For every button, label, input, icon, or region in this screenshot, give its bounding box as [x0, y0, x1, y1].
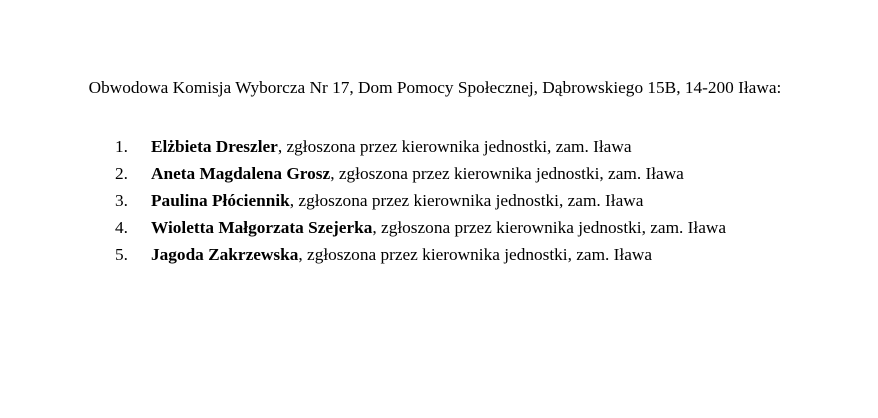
list-item-number: 4.: [115, 218, 128, 237]
member-name: Jagoda Zakrzewska: [151, 245, 299, 264]
member-name: Aneta Magdalena Grosz: [151, 164, 331, 183]
member-details: , zgłoszona przez kierownika jednostki, zam. Iława: [372, 218, 727, 237]
member-name: Elżbieta Dreszler: [151, 137, 278, 156]
list-item: [115, 187, 803, 214]
member-details: , zgłoszona przez kierownika jednostki, zam. Iława: [289, 191, 644, 210]
commission-heading: Obwodowa Komisja Wyborcza Nr 17, Dom Pomocy Społecznej, Dąbrowskiego 15B, 14-200 Iława:: [88, 78, 782, 97]
member-details: , zgłoszona przez kierownika jednostki, zam. Iława: [298, 245, 653, 264]
list-item: [115, 214, 803, 241]
member-name: Paulina Płóciennik: [151, 191, 290, 210]
member-details: , zgłoszona przez kierownika jednostki, zam. Iława: [330, 164, 684, 183]
member-name: Wioletta Małgorzata Szejerka: [151, 218, 373, 237]
list-item-number: 3.: [115, 191, 128, 210]
list-item-number: 2.: [115, 164, 128, 183]
list-item: [115, 160, 803, 187]
list-item-number: 5.: [115, 245, 128, 264]
list-item: [115, 133, 803, 160]
list-item: [115, 241, 803, 268]
member-details: , zgłoszona przez kierownika jednostki, zam. Iława: [277, 137, 632, 156]
list-item-number: 1.: [115, 137, 128, 156]
members-list: [115, 133, 803, 268]
